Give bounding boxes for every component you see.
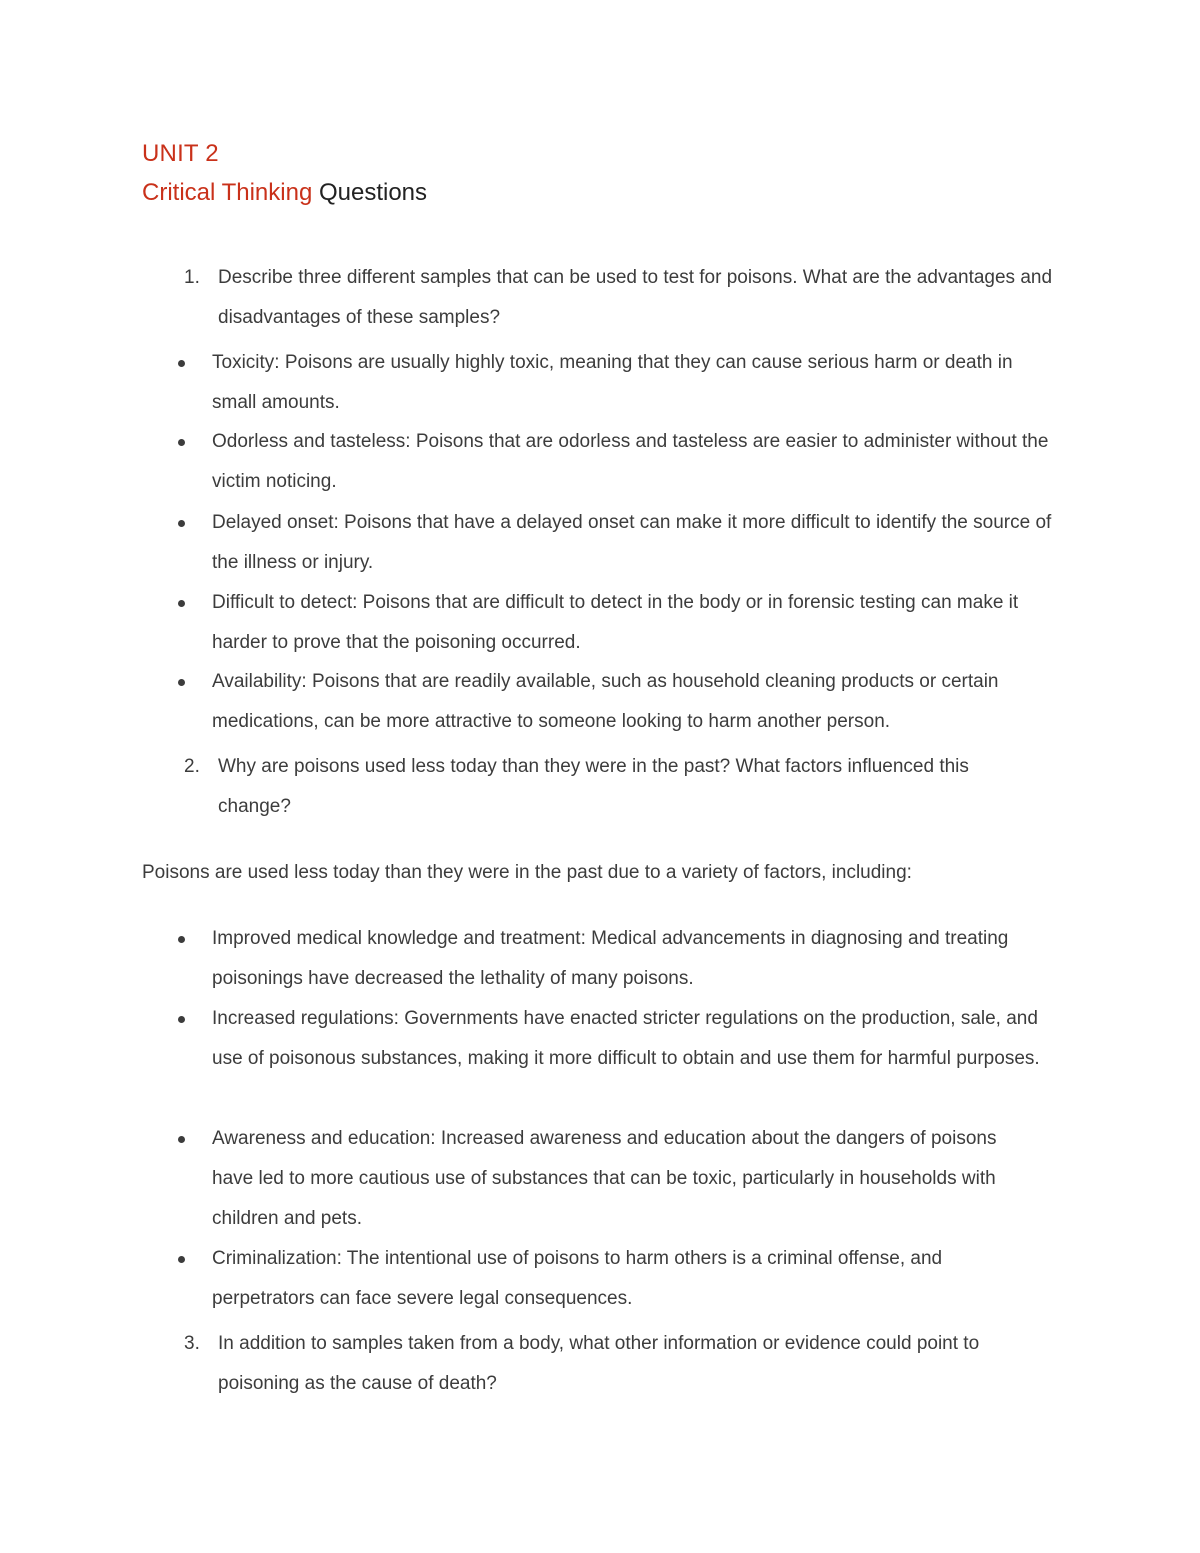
answer-intro: Poisons are used less today than they were in the past due to a variety of factors, including: xyxy=(142,862,912,883)
list-item-text: Criminalization: The intentional use of poisons to harm others is a criminal offense, and perpetrators can face severe legal consequences. xyxy=(212,1248,943,1309)
title-highlight: Critical Thinking xyxy=(142,179,313,206)
bullet-icon xyxy=(178,1256,185,1263)
question-text: Describe three different samples that can be used to test for poisons. What are the advantages and disadvantages of these samples? xyxy=(218,267,1053,328)
bullet-icon xyxy=(178,439,185,446)
list-item-text: Odorless and tasteless: Poisons that are odorless and tasteless are easier to administer without the victim noticing. xyxy=(212,431,1049,492)
unit-heading: UNIT 2 xyxy=(142,140,219,167)
bullet-icon xyxy=(178,679,185,686)
question-number: 1. xyxy=(184,267,200,288)
bullet-icon xyxy=(178,1016,185,1023)
question-text: Why are poisons used less today than they were in the past? What factors influenced this change? xyxy=(218,756,969,817)
bullet-icon xyxy=(178,1136,185,1143)
list-item-text: Difficult to detect: Poisons that are difficult to detect in the body or in forensic testing can make it harder to prove that the poisoning occurred. xyxy=(212,592,1019,653)
list-item-text: Delayed onset: Poisons that have a delayed onset can make it more difficult to identify the source of the illness or injury. xyxy=(212,512,1052,573)
list-item-text: Awareness and education: Increased awareness and education about the dangers of poisons have led to more cautious use of substances that can be toxic, particularly in households with children and pets. xyxy=(212,1128,997,1229)
list-item-text: Increased regulations: Governments have enacted stricter regulations on the production, sale, and use of poisonous substances, making it more difficult to obtain and use them for harmful purposes. xyxy=(212,1008,1040,1069)
question-text: In addition to samples taken from a body, what other information or evidence could point to poisoning as the cause of death? xyxy=(218,1333,980,1394)
bullet-icon xyxy=(178,360,185,367)
list-item-text: Toxicity: Poisons are usually highly toxic, meaning that they can cause serious harm or death in small amounts. xyxy=(212,352,1013,413)
question-number: 3. xyxy=(184,1333,200,1354)
title-rest: Questions xyxy=(318,179,428,206)
list-item-text: Improved medical knowledge and treatment: Medical advancements in diagnosing and treating poisonings have decreased the lethality of many poisons. xyxy=(212,928,1009,989)
bullet-icon xyxy=(178,600,185,607)
question-number: 2. xyxy=(184,756,200,777)
bullet-icon xyxy=(178,936,185,943)
page-title xyxy=(142,179,427,207)
bullet-icon xyxy=(178,520,185,527)
list-item-text: Availability: Poisons that are readily available, such as household cleaning products or certain medications, can be more attractive to someone looking to harm another person. xyxy=(212,671,999,732)
